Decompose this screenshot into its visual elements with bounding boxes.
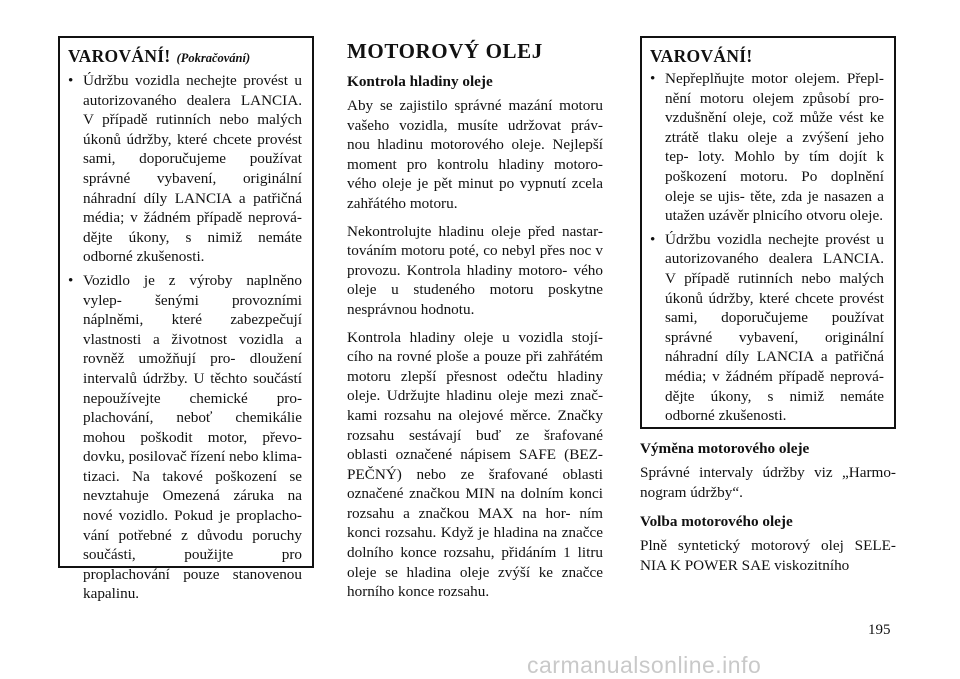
warning-list xyxy=(650,69,884,426)
warning-item: • Nepřeplňujte motor olejem. Přepl- nění motoru olejem způsobí pro- vzdušnění oleje, což může vést ke ztrátě tlaku oleje a zvýšení jeho tep- loty. Mohlo by tím dojít k poškození motoru. Po doplnění oleje se ujis- těte, zda je nasazen a utažen uzávěr plnicího otvoru oleje. xyxy=(650,69,884,226)
paragraph: Plně syntetický motorový olej SELE- NIA K POWER SAE viskozitního xyxy=(640,537,896,574)
warning-title-text: VAROVÁNÍ! xyxy=(68,46,171,66)
paragraph: Správné intervaly údržby viz „Harmo- nogram údržby“. xyxy=(640,464,896,501)
watermark: carmanualsonline.info xyxy=(527,652,762,678)
paragraph: Kontrola hladiny oleje u vozidla stojí- cího na rovné ploše a pouze při zahřátém motoru zlepší přesnost odečtu hladiny oleje. Udržujte hladinu oleje mezi znač- kami rozsahu na olejové měrce. Značky rozsahu sestávají buď ze šrafované oblasti označené nápisem SAFE (BEZ- PEČNÝ) nebo ze šrafované oblasti označené značkou MIN na dolním konci rozsahu a značkou MAX na hor- ním konci rozsahu. Když je hladina na značce dolního konce rozsahu, přidáním 1 litru oleje se hladina oleje zvýší ke značce horního konce rozsahu. xyxy=(347,328,603,601)
page-number: 195 xyxy=(868,622,891,638)
warning-title xyxy=(68,45,302,69)
warning-list xyxy=(68,71,302,604)
middle-column xyxy=(347,36,603,610)
subheading-oil-selection: Volba motorového oleje xyxy=(640,513,793,531)
warning-item: • Vozidlo je z výroby naplněno vylep- šenými provozními náplněmi, které zabezpečují vlastnosti a životnost vozidla a rovněž umožňují pro- dloužení intervalů údržby. U těchto součástí nepoužívejte chemické pro- plachování, neboť chemikálie mohou poškodit motor, převo- dovku, posilovač řízení nebo klima- tizaci. Na takové poškození se nevztahuje Omezená záruka na nové vozidlo. Pokud je proplacho- vání potřebné z důvodu poruchy součásti, použijte pro proplachování pouze stanovenou kapalinu. xyxy=(68,271,302,604)
section-title: MOTOROVÝ OLEJ xyxy=(347,39,543,63)
right-column xyxy=(640,36,896,579)
warning-subtitle: (Pokračování) xyxy=(176,51,251,65)
left-column xyxy=(58,36,314,603)
warning-item: • Údržbu vozidla nechejte provést u autorizovaného dealera LANCIA. V případě rutinních nebo malých úkonů údržby, které chcete provést sami, doporučujeme používat správné vybavení, originální náhradní díly LANCIA a patřičná média; v žádném případě neprová- dějte úkony, s nimiž nemáte odborné zkušenosti. xyxy=(68,71,302,267)
subheading-oil-level-check: Kontrola hladiny oleje xyxy=(347,73,493,90)
warning-box xyxy=(640,36,896,429)
warning-item: • Údržbu vozidla nechejte provést u autorizovaného dealera LANCIA. V případě rutinních nebo malých úkonů údržby, které chcete provést sami, doporučujeme používat správné vybavení, originální náhradní díly LANCIA a patřičná média; v žádném případě neprová- dějte úkony, s nimiž nemáte odborné zkušenosti. xyxy=(650,230,884,426)
paragraph: Aby se zajistilo správné mazání motoru vašeho vozidla, musíte udržovat práv- nou hladinu motorového oleje. Nejlepší moment pro kontrolu hladiny motoro- vého oleje je pět minut po vypnutí zcela zahřátého motoru. xyxy=(347,97,603,212)
subheading-oil-change: Výměna motorového oleje xyxy=(640,440,810,457)
paragraph: Nekontrolujte hladinu oleje před nastar- továním motoru poté, co nebyl přes noc v provozu. Kontrola hladiny motoro- vého oleje u studeného motoru poskytne nesprávnou hodnotu. xyxy=(347,222,603,318)
warning-title: VAROVÁNÍ! xyxy=(650,46,753,66)
warning-box-continued xyxy=(58,36,314,603)
